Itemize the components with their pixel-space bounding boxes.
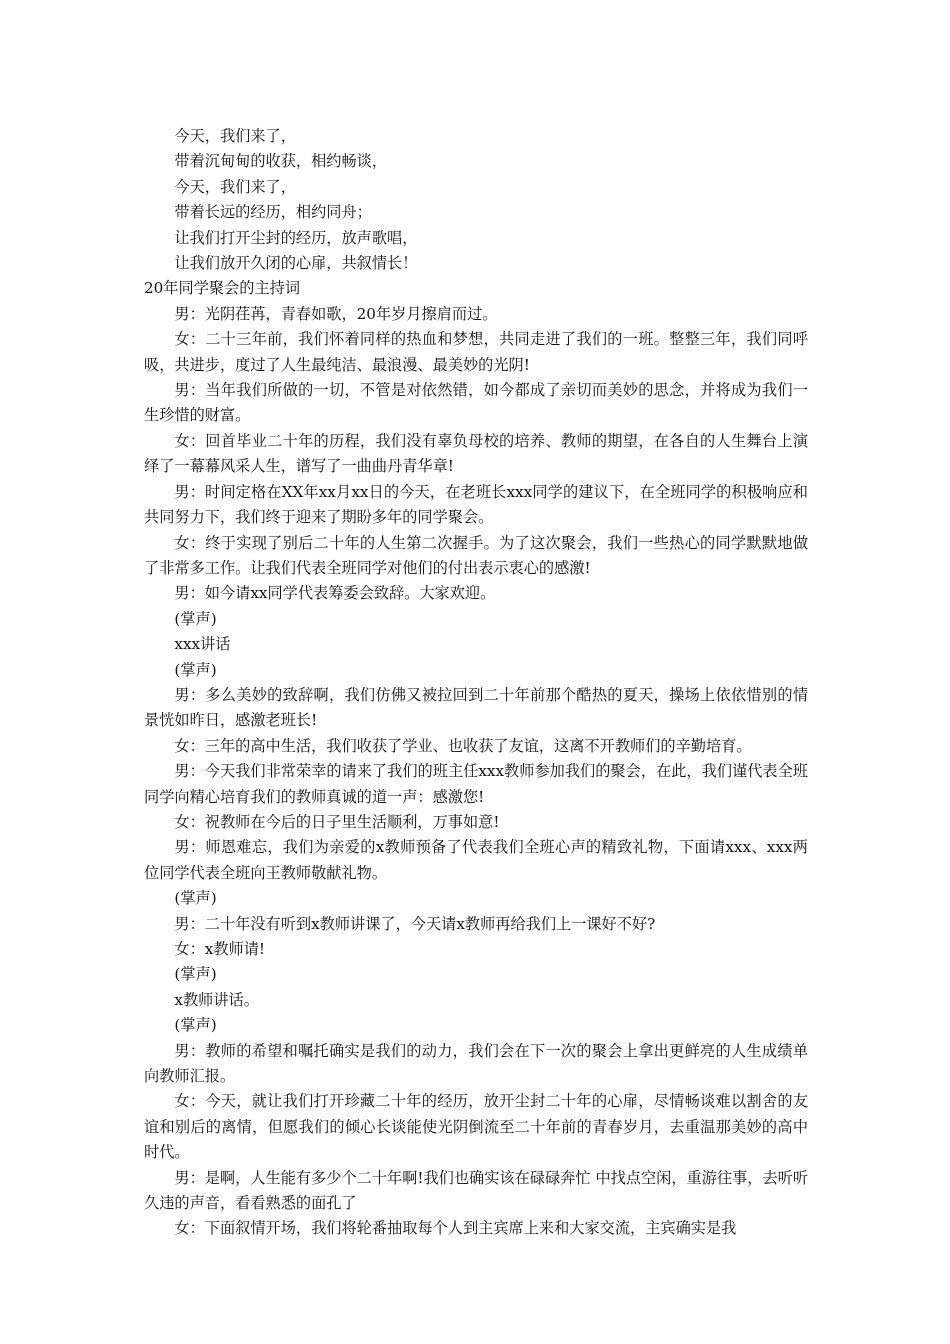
paragraph: 男：是啊，人生能有多少个二十年啊!我们也确实该在碌碌奔忙 中找点空闲，重游往事，去听听久违的声音，看看熟悉的面孔了 (144, 1168, 809, 1213)
paragraph: 男：当年我们所做的一切，不管是对依然错，如今都成了亲切而美妙的思念，并将成为我们一生珍惜的财富。 (144, 381, 808, 425)
paragraph: 女：三年的高中生活，我们收获了学业、也收获了友谊，这离不开教师们的辛勤培育。 (174, 736, 752, 755)
paragraph: 女：祝教师在今后的日子里生活顺利，万事如意! (174, 812, 500, 831)
paragraph: 让我们放开久闭的心扉，共叙情长！ (174, 254, 418, 273)
paragraph: 女：x教师请! (174, 940, 265, 958)
paragraph: xxx讲话 (174, 635, 231, 654)
paragraph: 男：多么美妙的致辞啊，我们仿佛又被拉回到二十年前那个酷热的夏天，操场上依依惜别的情景恍如昨日，感激老班长! (144, 685, 808, 730)
paragraph: 今天，我们来了， (174, 177, 296, 196)
paragraph: x教师讲话。 (174, 990, 259, 1009)
paragraph: 男：二十年没有听到x教师讲课了，今天请x教师再给我们上一课好不好? (174, 914, 656, 933)
paragraph: 带着沉甸甸的收获，相约畅谈， (174, 152, 388, 171)
section-heading: 20年同学聚会的主持词 (144, 279, 301, 298)
paragraph: 女：今天，就让我们打开珍藏二十年的经历，放开尘封二十年的心扉，尽情畅谈难以割舍的友谊和别后的离情，但愿我们的倾心长谈能使光阴倒流至二十年前的青春岁月，去重温那美妙的高中时代。 (144, 1092, 808, 1162)
paragraph: (掌声) (174, 609, 217, 628)
paragraph: 带着长远的经历，相约同舟； (174, 203, 372, 222)
document-body (144, 124, 808, 1242)
paragraph: 男：光阴荏苒，青春如歌，20年岁月擦肩而过。 (174, 304, 498, 323)
paragraph: 女：回首毕业二十年的历程，我们没有辜负母校的培养、教师的期望，在各自的人生舞台上演绎了一幕幕风采人生，谱写了一曲曲丹青华章! (144, 431, 808, 476)
paragraph: (掌声) (174, 965, 217, 984)
paragraph: 今天，我们来了， (174, 127, 296, 145)
paragraph: 男：教师的希望和嘱托确实是我们的动力，我们会在下一次的聚会上拿出更鲜亮的人生成绩单向教师汇报。 (144, 1041, 808, 1086)
paragraph: (掌声) (174, 660, 217, 679)
paragraph: (掌声) (174, 889, 217, 908)
paragraph: 让我们打开尘封的经历，放声歌唱， (174, 228, 418, 247)
paragraph: 男：师恩难忘，我们为亲爱的x教师预备了代表我们全班心声的精致礼物，下面请xxx、xxx两位同学代表全班向王教师敬献礼物。 (144, 838, 808, 882)
paragraph: 男：时间定格在XX年xx月xx日的今天，在老班长xxx同学的建议下，在全班同学的积极响应和共同努力下，我们终于迎来了期盼多年的同学聚会。 (144, 482, 808, 527)
paragraph: 男：如今请xx同学代表筹委会致辞。大家欢迎。 (174, 584, 496, 603)
paragraph: 男：今天我们非常荣幸的请来了我们的班主任xxx教师参加我们的聚会，在此，我们谨代表全班同学向精心培育我们的教师真诚的道一声：感激您! (144, 762, 808, 806)
paragraph: 女：下面叙情开场，我们将轮番抽取每个人到主宾席上来和大家交流，主宾确实是我 (174, 1219, 737, 1238)
paragraph: 女：二十三年前，我们怀着同样的热血和梦想，共同走进了我们的一班。整整三年，我们同呼吸，共进步，度过了人生最纯洁、最浪漫、最美妙的光阴! (144, 330, 808, 374)
paragraph: 女：终于实现了别后二十年的人生第二次握手。为了这次聚会，我们一些热心的同学默默地做了非常多工作。让我们代表全班同学对他们的付出表示衷心的感激! (144, 533, 808, 577)
paragraph: (掌声) (174, 1016, 217, 1035)
